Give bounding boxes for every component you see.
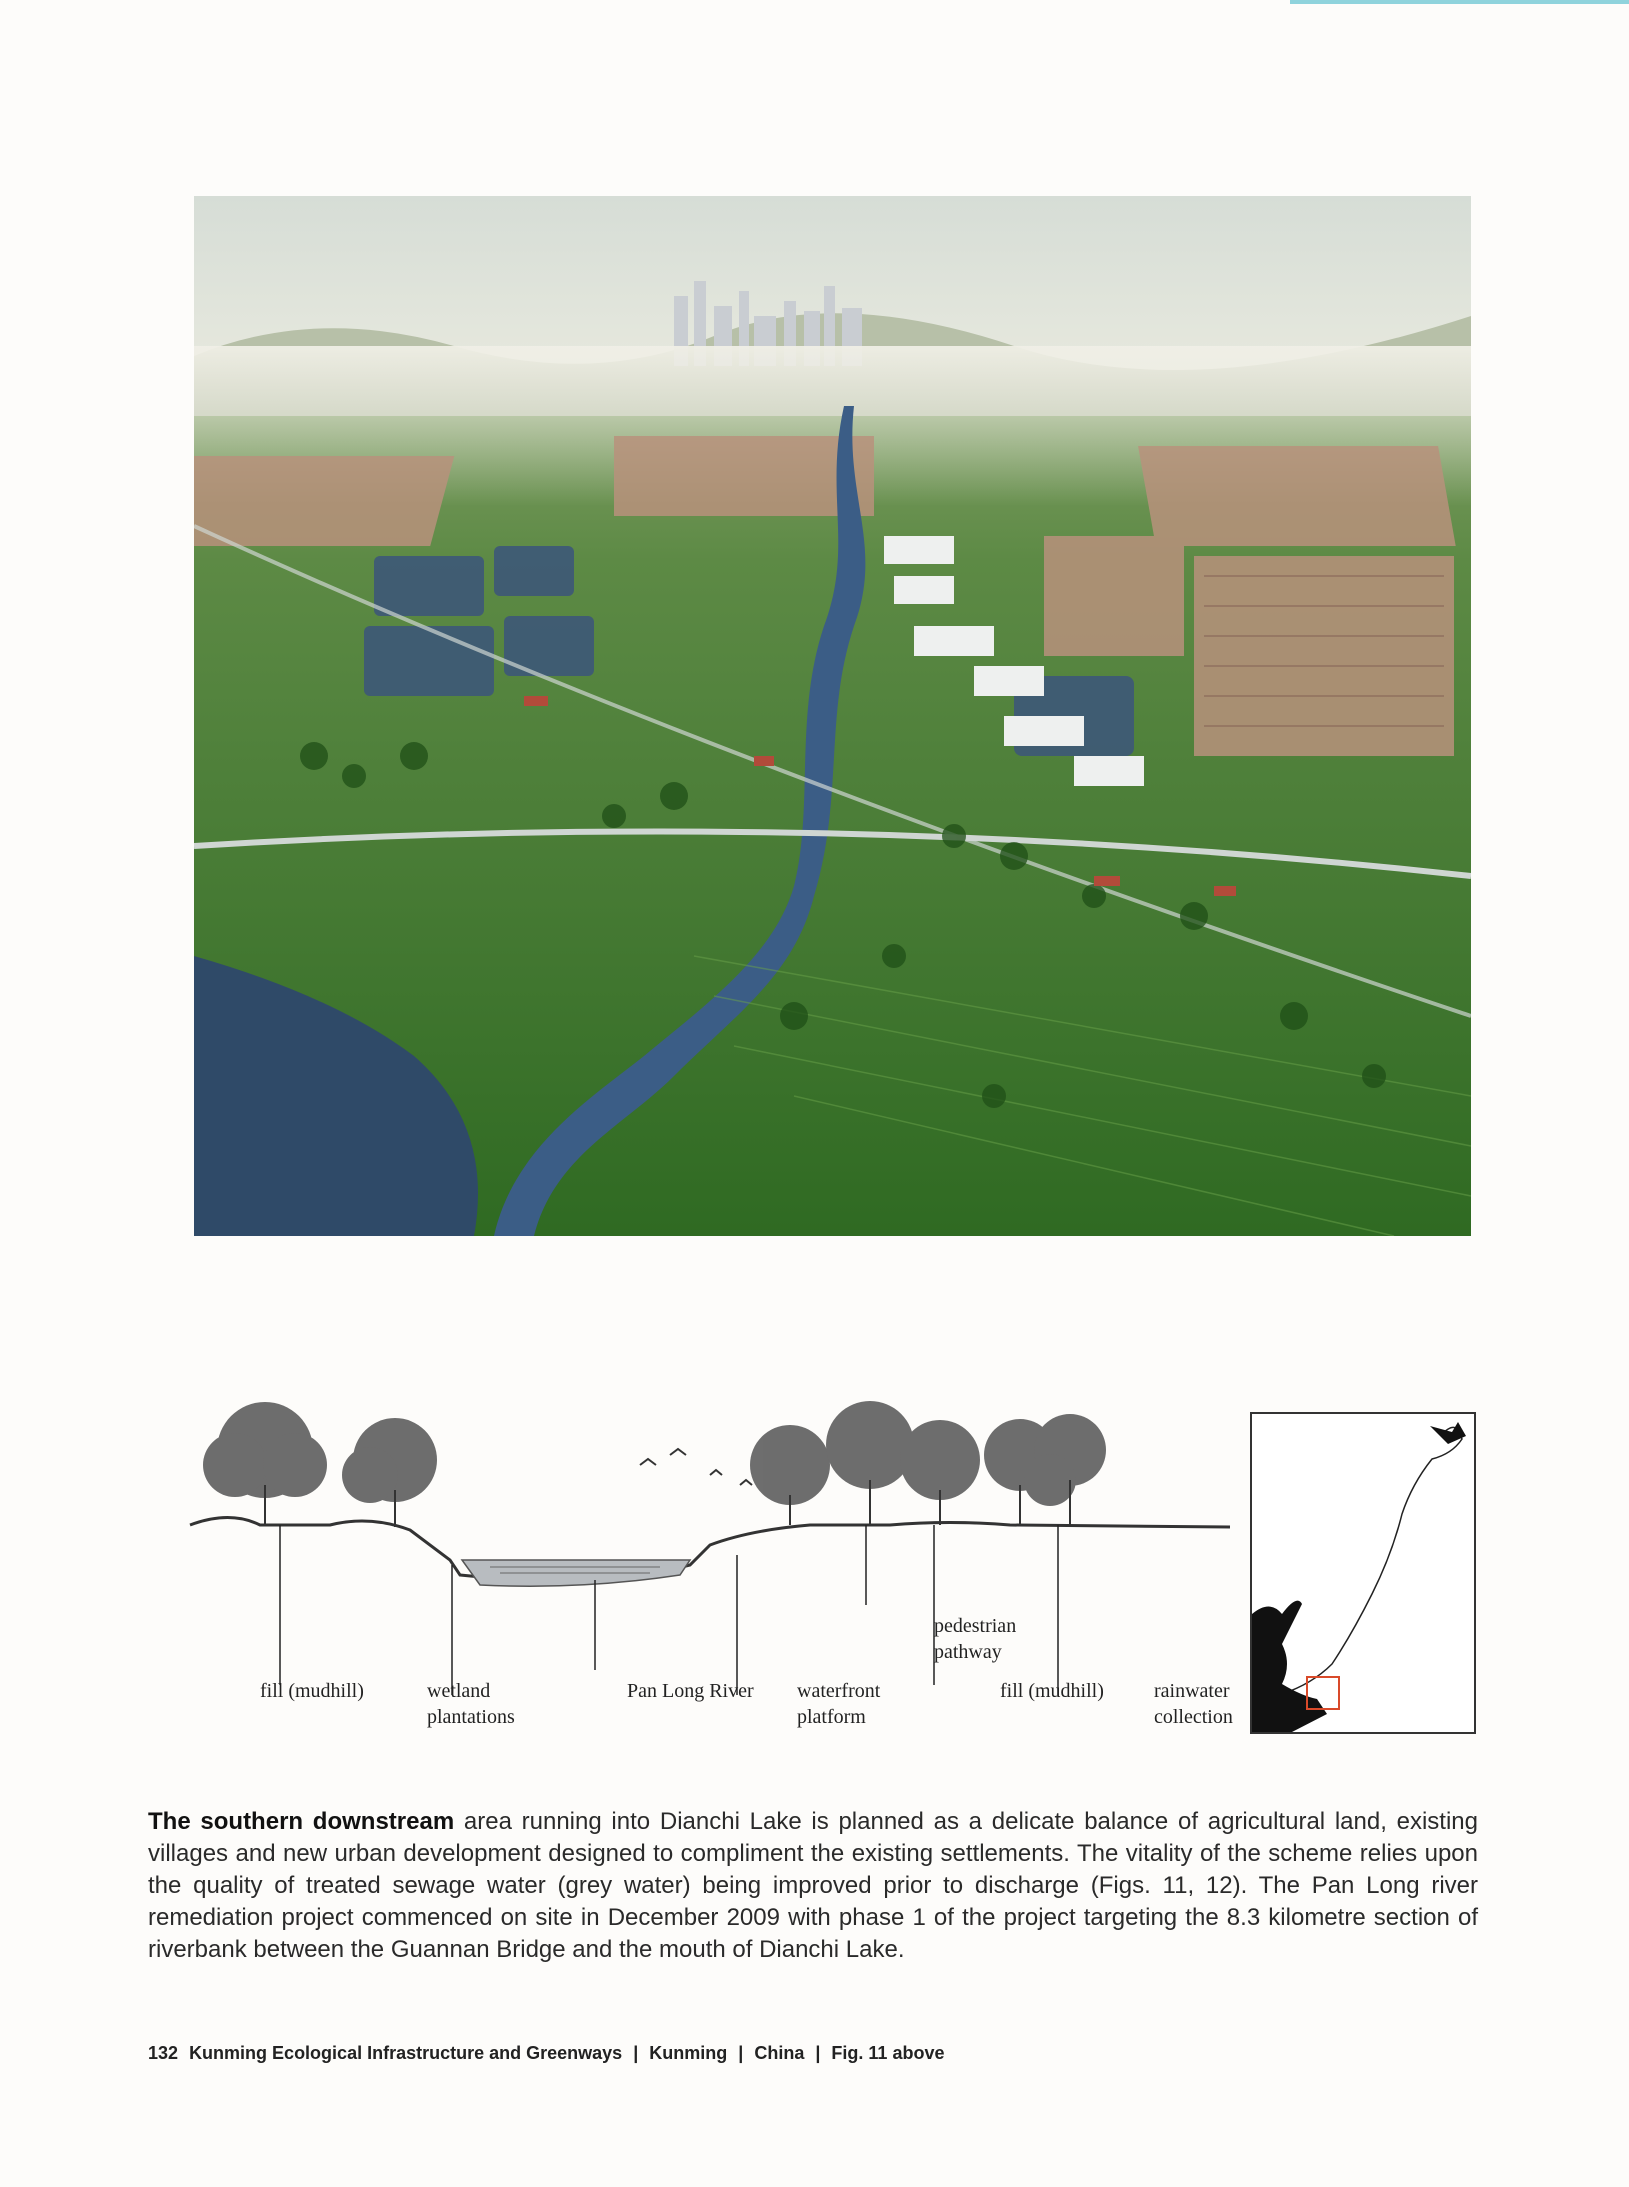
body-lead-in: The southern downstream xyxy=(148,1808,455,1835)
footer-separator-3: | xyxy=(815,2043,821,2063)
page-number: 132 xyxy=(148,2043,179,2063)
accent-strip xyxy=(1290,0,1629,4)
footer-country: China xyxy=(754,2043,805,2063)
footer-title: Kunming Ecological Infrastructure and Greenways xyxy=(189,2043,623,2063)
label-rainwater-collection: rainwater collection xyxy=(1154,1680,1233,1728)
location-map xyxy=(1250,1412,1476,1734)
aerial-rendering xyxy=(194,196,1471,1236)
label-fill-mudhill-left: fill (mudhill) xyxy=(260,1680,364,1702)
label-wetland-plantations: wetland plantations xyxy=(427,1680,515,1728)
footer-figure-ref: Fig. 11 above xyxy=(831,2043,945,2063)
footer-separator-2: | xyxy=(738,2043,744,2063)
river-section-drawing xyxy=(150,1375,1270,1735)
label-fill-mudhill-right: fill (mudhill) xyxy=(1000,1680,1104,1702)
location-map-drawing xyxy=(1252,1414,1474,1732)
footer-separator-1: | xyxy=(633,2043,639,2063)
label-waterfront-platform: waterfront platform xyxy=(797,1680,881,1728)
body-text: area running into Dianchi Lake is planned as a delicate balance of agricultural land, existing villages and new urban development designed to compliment the existing settlements. The vitality of the scheme relies upon the quality of treated sewage water (grey water) being improved prior to discharge (Figs. 11, 12). The Pan Long river remediation project commenced on site in December 2009 with phase 1 of the project targeting the 8.3 kilometre section of riverbank between the Guannan Bridge and the mouth of Dianchi Lake. xyxy=(148,1808,1478,1963)
label-pan-long-river: Pan Long River xyxy=(627,1680,754,1702)
page-footer xyxy=(148,2043,950,2064)
footer-city: Kunming xyxy=(649,2043,728,2063)
body-paragraph xyxy=(148,1806,1478,1966)
label-pedestrian-pathway: pedestrian pathway xyxy=(934,1615,1017,1663)
aerial-illustration xyxy=(194,196,1471,1236)
